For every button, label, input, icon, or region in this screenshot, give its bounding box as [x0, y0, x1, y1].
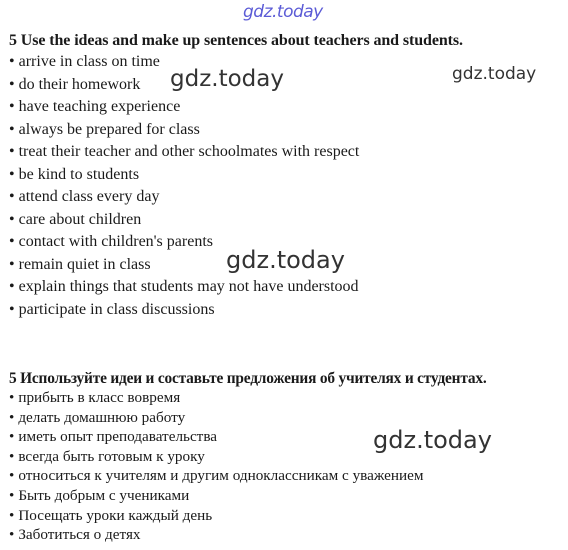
bullet-icon: • [9, 210, 15, 228]
bullet-icon: • [9, 233, 15, 250]
watermark: gdz.today [373, 426, 492, 454]
exercise-heading-english: 5 Use the ideas and make up sentences about teachers and students. [9, 32, 463, 49]
list-item: • be kind to students [9, 165, 140, 183]
bullet-icon: • [9, 165, 15, 183]
list-item: • care about children [9, 210, 142, 228]
bullet-icon: • [9, 389, 15, 406]
list-item: • всегда быть готовым к уроку [9, 447, 205, 465]
bullet-icon: • [9, 447, 15, 465]
bullet-icon: • [9, 98, 15, 115]
idea-list-russian [9, 388, 424, 545]
list-item: • Посещать уроки каждый день [9, 506, 213, 524]
bullet-icon: • [9, 300, 15, 318]
list-item: • explain things that students may not have understood [9, 278, 359, 295]
list-item: • иметь опыт преподавательства [9, 428, 218, 446]
list-item: • do their homework [9, 75, 141, 93]
exercise-heading-russian: 5 Используйте идеи и составьте предложения об учителях и студентах. [9, 370, 487, 387]
bullet-icon: • [9, 255, 15, 273]
watermark-top: gdz.today [243, 2, 323, 22]
bullet-icon: • [9, 120, 15, 138]
watermark: gdz.today [226, 246, 345, 274]
bullet-icon: • [9, 143, 15, 160]
bullet-icon: • [9, 75, 15, 93]
bullet-icon: • [9, 53, 15, 70]
list-item: • делать домашнюю работу [9, 408, 186, 426]
bullet-icon: • [9, 467, 15, 485]
list-item: • have teaching experience [9, 98, 181, 115]
watermark: gdz.today [170, 66, 284, 92]
list-item: • arrive in class on time [9, 53, 160, 70]
watermark: gdz.today [452, 64, 537, 84]
list-item: • contact with children's parents [9, 233, 213, 250]
bullet-icon: • [9, 278, 15, 295]
bullet-icon: • [9, 428, 15, 446]
list-item: • относиться к учителям и другим одноклассникам с уважением [9, 467, 424, 485]
bullet-icon: • [9, 506, 15, 524]
bullet-icon: • [9, 188, 15, 205]
list-item: • always be prepared for class [9, 120, 200, 138]
list-item: • прибыть в класс вовремя [9, 389, 181, 406]
list-item: • attend class every day [9, 188, 160, 205]
bullet-icon: • [9, 526, 15, 544]
list-item: • Заботиться о детях [9, 526, 141, 544]
list-item: • Быть добрым с учениками [9, 486, 190, 504]
list-item: • remain quiet in class [9, 255, 151, 273]
bullet-icon: • [9, 486, 15, 504]
list-item: • participate in class discussions [9, 300, 215, 318]
list-item: • treat their teacher and other schoolmates with respect [9, 143, 360, 160]
bullet-icon: • [9, 408, 15, 426]
